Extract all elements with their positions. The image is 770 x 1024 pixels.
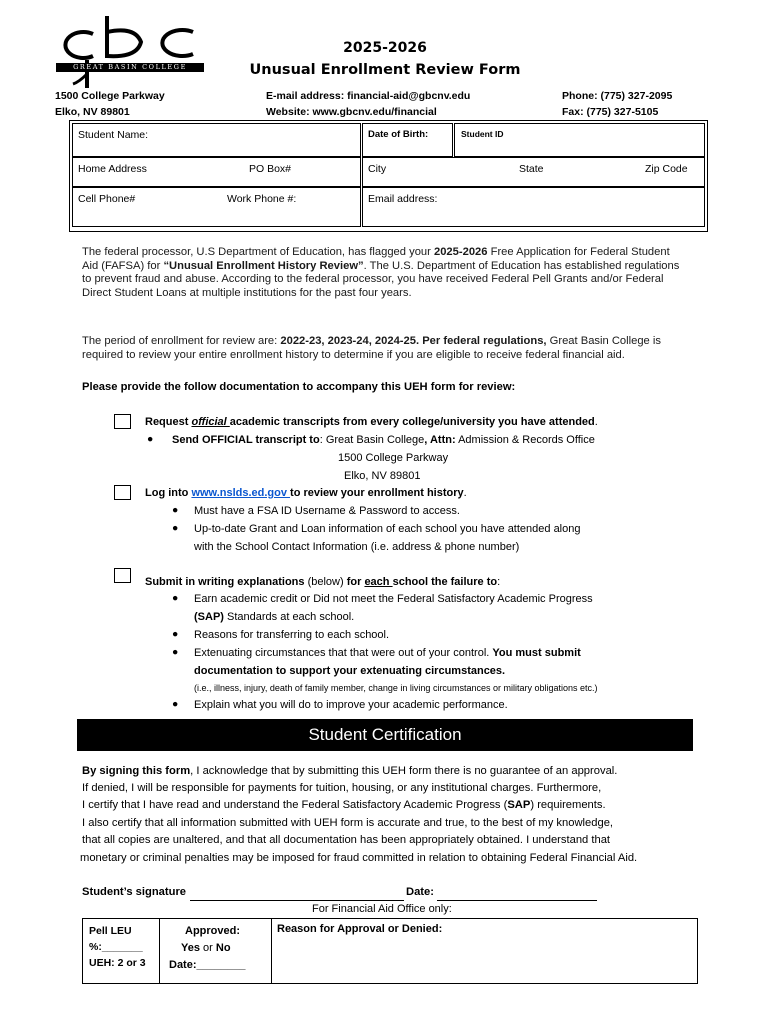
transcript-address-2: Elko, NV 89801 xyxy=(344,470,421,482)
zip-label: Zip Code xyxy=(645,163,688,175)
or-text: or xyxy=(203,942,213,954)
approved-label: Approved: xyxy=(185,925,240,937)
office-use-note: For Financial Aid Office only: xyxy=(312,903,452,915)
certification-line-6: monetary or criminal penalties may be imposed for fraud committed in relation to obtaining Federal Financial Aid. xyxy=(80,852,638,864)
address-line-2: Elko, NV 89801 xyxy=(55,106,130,118)
office-use-table xyxy=(82,918,698,984)
email-address[interactable]: E-mail address: financial-aid@gbcnv.edu xyxy=(266,90,471,102)
home-address-field[interactable] xyxy=(72,157,361,187)
email-label: Email address: xyxy=(368,193,438,205)
explain-bullet-1b: (SAP) Standards at each school. xyxy=(194,611,355,623)
bullet-icon: ● xyxy=(172,646,179,658)
certification-line-2: If denied, I will be responsible for payments for tuition, housing, or any institutional charges. Furthermore, xyxy=(82,782,602,794)
send-transcript-line: Send OFFICIAL transcript to: Great Basin College, Attn: Admission & Records Office xyxy=(172,434,595,446)
college-phone-contact xyxy=(562,88,672,120)
certification-line-5: that all copies are unaltered, and that all documentation has been appropriately obtained. I understand that xyxy=(82,834,611,846)
form-title: Unusual Enrollment Review Form xyxy=(249,62,521,78)
certification-line-3: I certify that I have read and understand the Federal Satisfactory Academic Progress (SAP) requirements. xyxy=(82,799,606,811)
explain-bullet-2: Reasons for transferring to each school. xyxy=(194,629,390,641)
intro-paragraph-1: The federal processor, U.S Department of Education, has flagged your 2025-2026 Free Application for Federal Student Aid (FAFSA) for “Unusual Enrollment History Review”. The U.S. Department of Education has established regulations to prevent fraud and abuse. According to the federal processor, you have received Federal Pell Grants and/or Federal Direct Student Loans at multiple institutions for the past four years. xyxy=(82,246,680,299)
student-id-label: Student ID xyxy=(461,129,504,139)
phone-number: Phone: (775) 327-2095 xyxy=(562,90,673,102)
nslds-bullet-2a: Up-to-date Grant and Loan information of each school you have attended along xyxy=(194,523,581,535)
pell-leu-cell xyxy=(89,923,146,971)
state-label: State xyxy=(519,163,544,175)
certification-line-4: I also certify that all information submitted with UEH form is accurate and true, to the best of my knowledge, xyxy=(82,817,614,829)
certification-line-1: By signing this form, I acknowledge that by submitting this UEH form there is no guarantee of an approval. xyxy=(82,765,618,777)
city-state-zip-field[interactable] xyxy=(362,157,705,187)
nslds-checkbox[interactable] xyxy=(114,485,131,500)
college-logo xyxy=(55,12,205,88)
explain-bullet-3a: Extenuating circumstances that that were out of your control. You must submit xyxy=(194,647,581,659)
nslds-bullet-2b: with the School Contact Information (i.e. address & phone number) xyxy=(194,541,520,553)
bullet-icon: ● xyxy=(172,592,179,604)
student-id-field[interactable] xyxy=(454,123,705,157)
transcripts-checkbox[interactable] xyxy=(114,414,131,429)
intro-paragraph-2: The period of enrollment for review are: 2022-23, 2023-24, 2024-25. Per federal regulations, Great Basin College is required to review your entire enrollment history to determine if you are eligible to receive federal financial aid. xyxy=(82,335,661,361)
bullet-icon: ● xyxy=(172,522,179,534)
signature-label: Student’s signature xyxy=(82,886,187,898)
no-option[interactable]: No xyxy=(215,942,231,954)
student-name-label: Student Name: xyxy=(78,129,149,141)
home-address-label: Home Address xyxy=(78,163,147,175)
form-year: 2025-2026 xyxy=(343,40,427,56)
documentation-instruction: Please provide the follow documentation to accompany this UEH form for review: xyxy=(82,381,516,393)
explain-bullet-3b: documentation to support your extenuating circumstances. xyxy=(194,665,506,677)
website[interactable]: Website: www.gbcnv.edu/financial xyxy=(266,106,437,118)
explain-bullet-4: Explain what you will do to improve your academic performance. xyxy=(194,699,508,711)
pell-leu-percent[interactable]: %:_______ xyxy=(89,941,143,953)
yes-option[interactable]: Yes xyxy=(181,942,200,954)
approval-cell xyxy=(169,923,245,974)
logo-band-text: GREAT BASIN COLLEGE xyxy=(56,63,204,72)
explanations-item: Submit in writing explanations (below) for each school the failure to: xyxy=(145,576,501,588)
reason-label[interactable]: Reason for Approval or Denied: xyxy=(277,923,443,935)
signature-date-line[interactable] xyxy=(437,900,597,901)
cell-phone-label: Cell Phone# xyxy=(78,193,136,205)
bullet-icon: ● xyxy=(172,698,179,710)
dob-field[interactable] xyxy=(362,123,453,157)
explanations-checkbox[interactable] xyxy=(114,568,131,583)
address-line-1: 1500 College Parkway xyxy=(55,90,165,102)
email-field[interactable] xyxy=(362,187,705,227)
po-box-label: PO Box# xyxy=(249,163,292,175)
table-divider xyxy=(159,919,160,983)
student-name-field[interactable] xyxy=(72,123,361,157)
transcripts-item: Request official academic transcripts from every college/university you have attended. xyxy=(145,416,598,428)
college-web-contact xyxy=(266,88,470,120)
bullet-icon: ● xyxy=(172,504,179,516)
pell-leu-label: Pell LEU xyxy=(89,925,132,937)
college-address xyxy=(55,88,165,120)
bullet-icon: ● xyxy=(172,628,179,640)
certification-heading: Student Certification xyxy=(77,719,693,751)
signature-date-label: Date: xyxy=(406,886,434,898)
nslds-bullet-1: Must have a FSA ID Username & Password to access. xyxy=(194,505,460,517)
explain-bullet-1a: Earn academic credit or Did not meet the Federal Satisfactory Academic Progress xyxy=(194,593,593,605)
nslds-link[interactable]: www.nslds.ed.gov xyxy=(191,487,291,499)
transcript-address-1: 1500 College Parkway xyxy=(338,452,449,464)
phone-field[interactable] xyxy=(72,187,361,227)
fax-number: Fax: (775) 327-5105 xyxy=(562,106,659,118)
ueh-label: UEH: 2 or 3 xyxy=(89,957,146,969)
table-divider xyxy=(271,919,272,983)
approval-date[interactable]: Date:________ xyxy=(169,959,246,971)
bullet-icon: ● xyxy=(147,433,154,445)
gbc-logo-mark xyxy=(55,12,205,88)
nslds-item: Log into www.nslds.ed.gov to review your enrollment history. xyxy=(145,487,467,499)
signature-line[interactable] xyxy=(190,900,404,901)
dob-label: Date of Birth: xyxy=(368,129,429,140)
city-label: City xyxy=(368,163,387,175)
explain-bullet-3c: (i.e., illness, injury, death of family member, change in living circumstances or military obligations etc.) xyxy=(194,683,598,693)
work-phone-label: Work Phone #: xyxy=(227,193,297,205)
